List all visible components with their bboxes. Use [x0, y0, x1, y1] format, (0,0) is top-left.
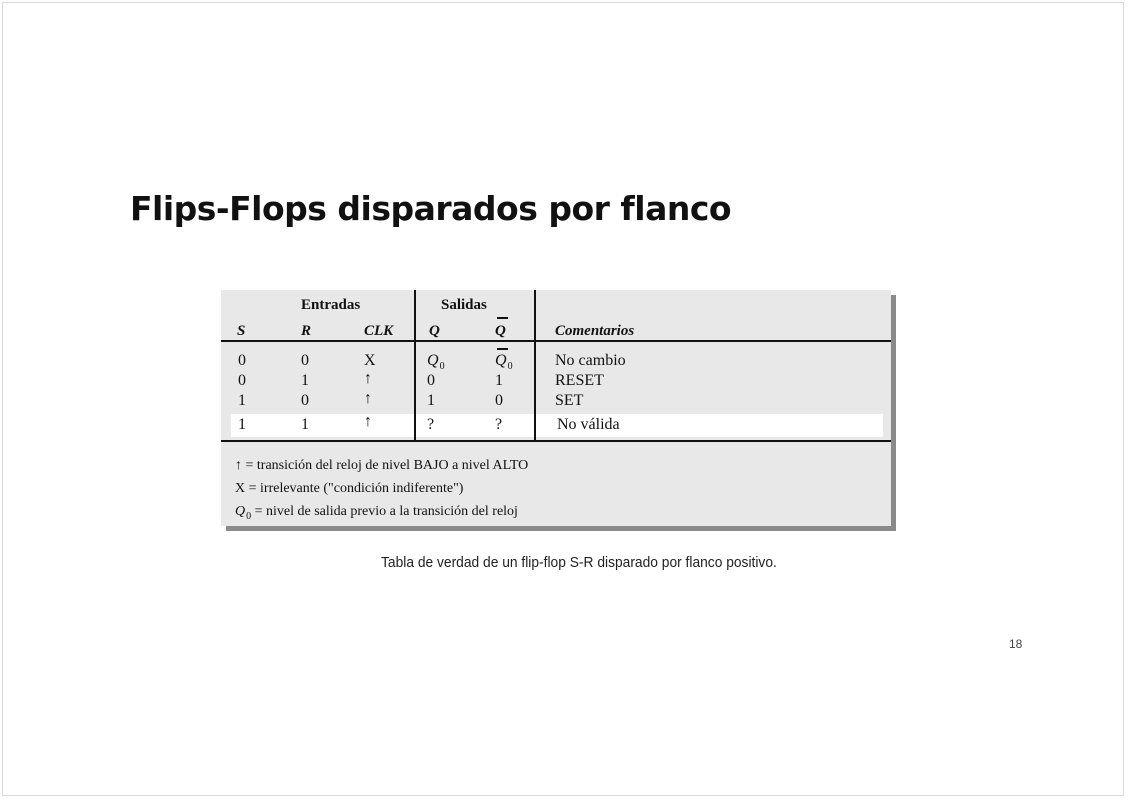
header-rule	[221, 340, 891, 342]
note-rising-edge: ↑ = transición del reloj de nivel BAJO a nivel ALTO	[235, 458, 529, 473]
row-3-comment: SET	[555, 392, 584, 409]
col-header-clk: CLK	[364, 323, 394, 339]
row-2-s: 0	[238, 372, 246, 389]
row-4-s: 1	[238, 416, 246, 433]
col-header-q-bar: Q	[495, 323, 506, 339]
row-2-q: 0	[427, 372, 435, 389]
row-2-r: 1	[301, 372, 309, 389]
row-3-clk-rising-edge-icon: ↑	[364, 390, 372, 407]
truth-table-figure	[221, 290, 891, 526]
row-2-clk-rising-edge-icon: ↑	[364, 370, 372, 387]
group-header-entradas: Entradas	[301, 297, 361, 313]
row-1-comment: No cambio	[555, 352, 626, 369]
col-header-comentarios: Comentarios	[555, 323, 635, 339]
row-4-r: 1	[301, 416, 309, 433]
row-4-q: ?	[427, 416, 435, 433]
rising-edge-icon: ↑	[235, 458, 242, 473]
slide-title: Flips-Flops disparados por flanco	[130, 189, 732, 228]
row-2-comment: RESET	[555, 372, 604, 389]
row-2-q-bar: 1	[495, 372, 503, 389]
row-1-q-bar: $Q_0$	[495, 352, 513, 372]
row-4-clk-rising-edge-icon: ↑	[364, 413, 372, 430]
row-3-r: 0	[301, 392, 309, 409]
slide	[2, 2, 1124, 796]
row-1-q: $Q_0$	[427, 352, 445, 372]
col-header-q: Q	[429, 323, 440, 339]
body-rule	[221, 440, 891, 442]
row-4-comment: No válida	[557, 416, 620, 433]
divider-outputs-comments	[534, 290, 536, 442]
q-bar-overline	[497, 317, 508, 319]
row-1-q-bar-overline	[497, 348, 508, 350]
row-3-q: 1	[427, 392, 435, 409]
note-dont-care: X = irrelevante ("condición indiferente")	[235, 481, 464, 496]
row-1-clk: X	[364, 352, 376, 369]
row-3-q-bar: 0	[495, 392, 503, 409]
note-previous-level: $Q_0$ = nivel de salida previo a la transición del reloj	[235, 504, 518, 522]
row-1-s: 0	[238, 352, 246, 369]
col-header-s: S	[237, 323, 246, 339]
figure-caption: Tabla de verdad de un flip-flop S-R disparado por flanco positivo.	[381, 554, 777, 571]
group-header-salidas: Salidas	[441, 297, 487, 313]
row-1-r: 0	[301, 352, 309, 369]
row-4-q-bar: ?	[495, 416, 503, 433]
divider-inputs-outputs	[414, 290, 416, 442]
col-header-r: R	[301, 323, 312, 339]
page-number: 18	[1009, 637, 1023, 651]
row-3-s: 1	[238, 392, 246, 409]
